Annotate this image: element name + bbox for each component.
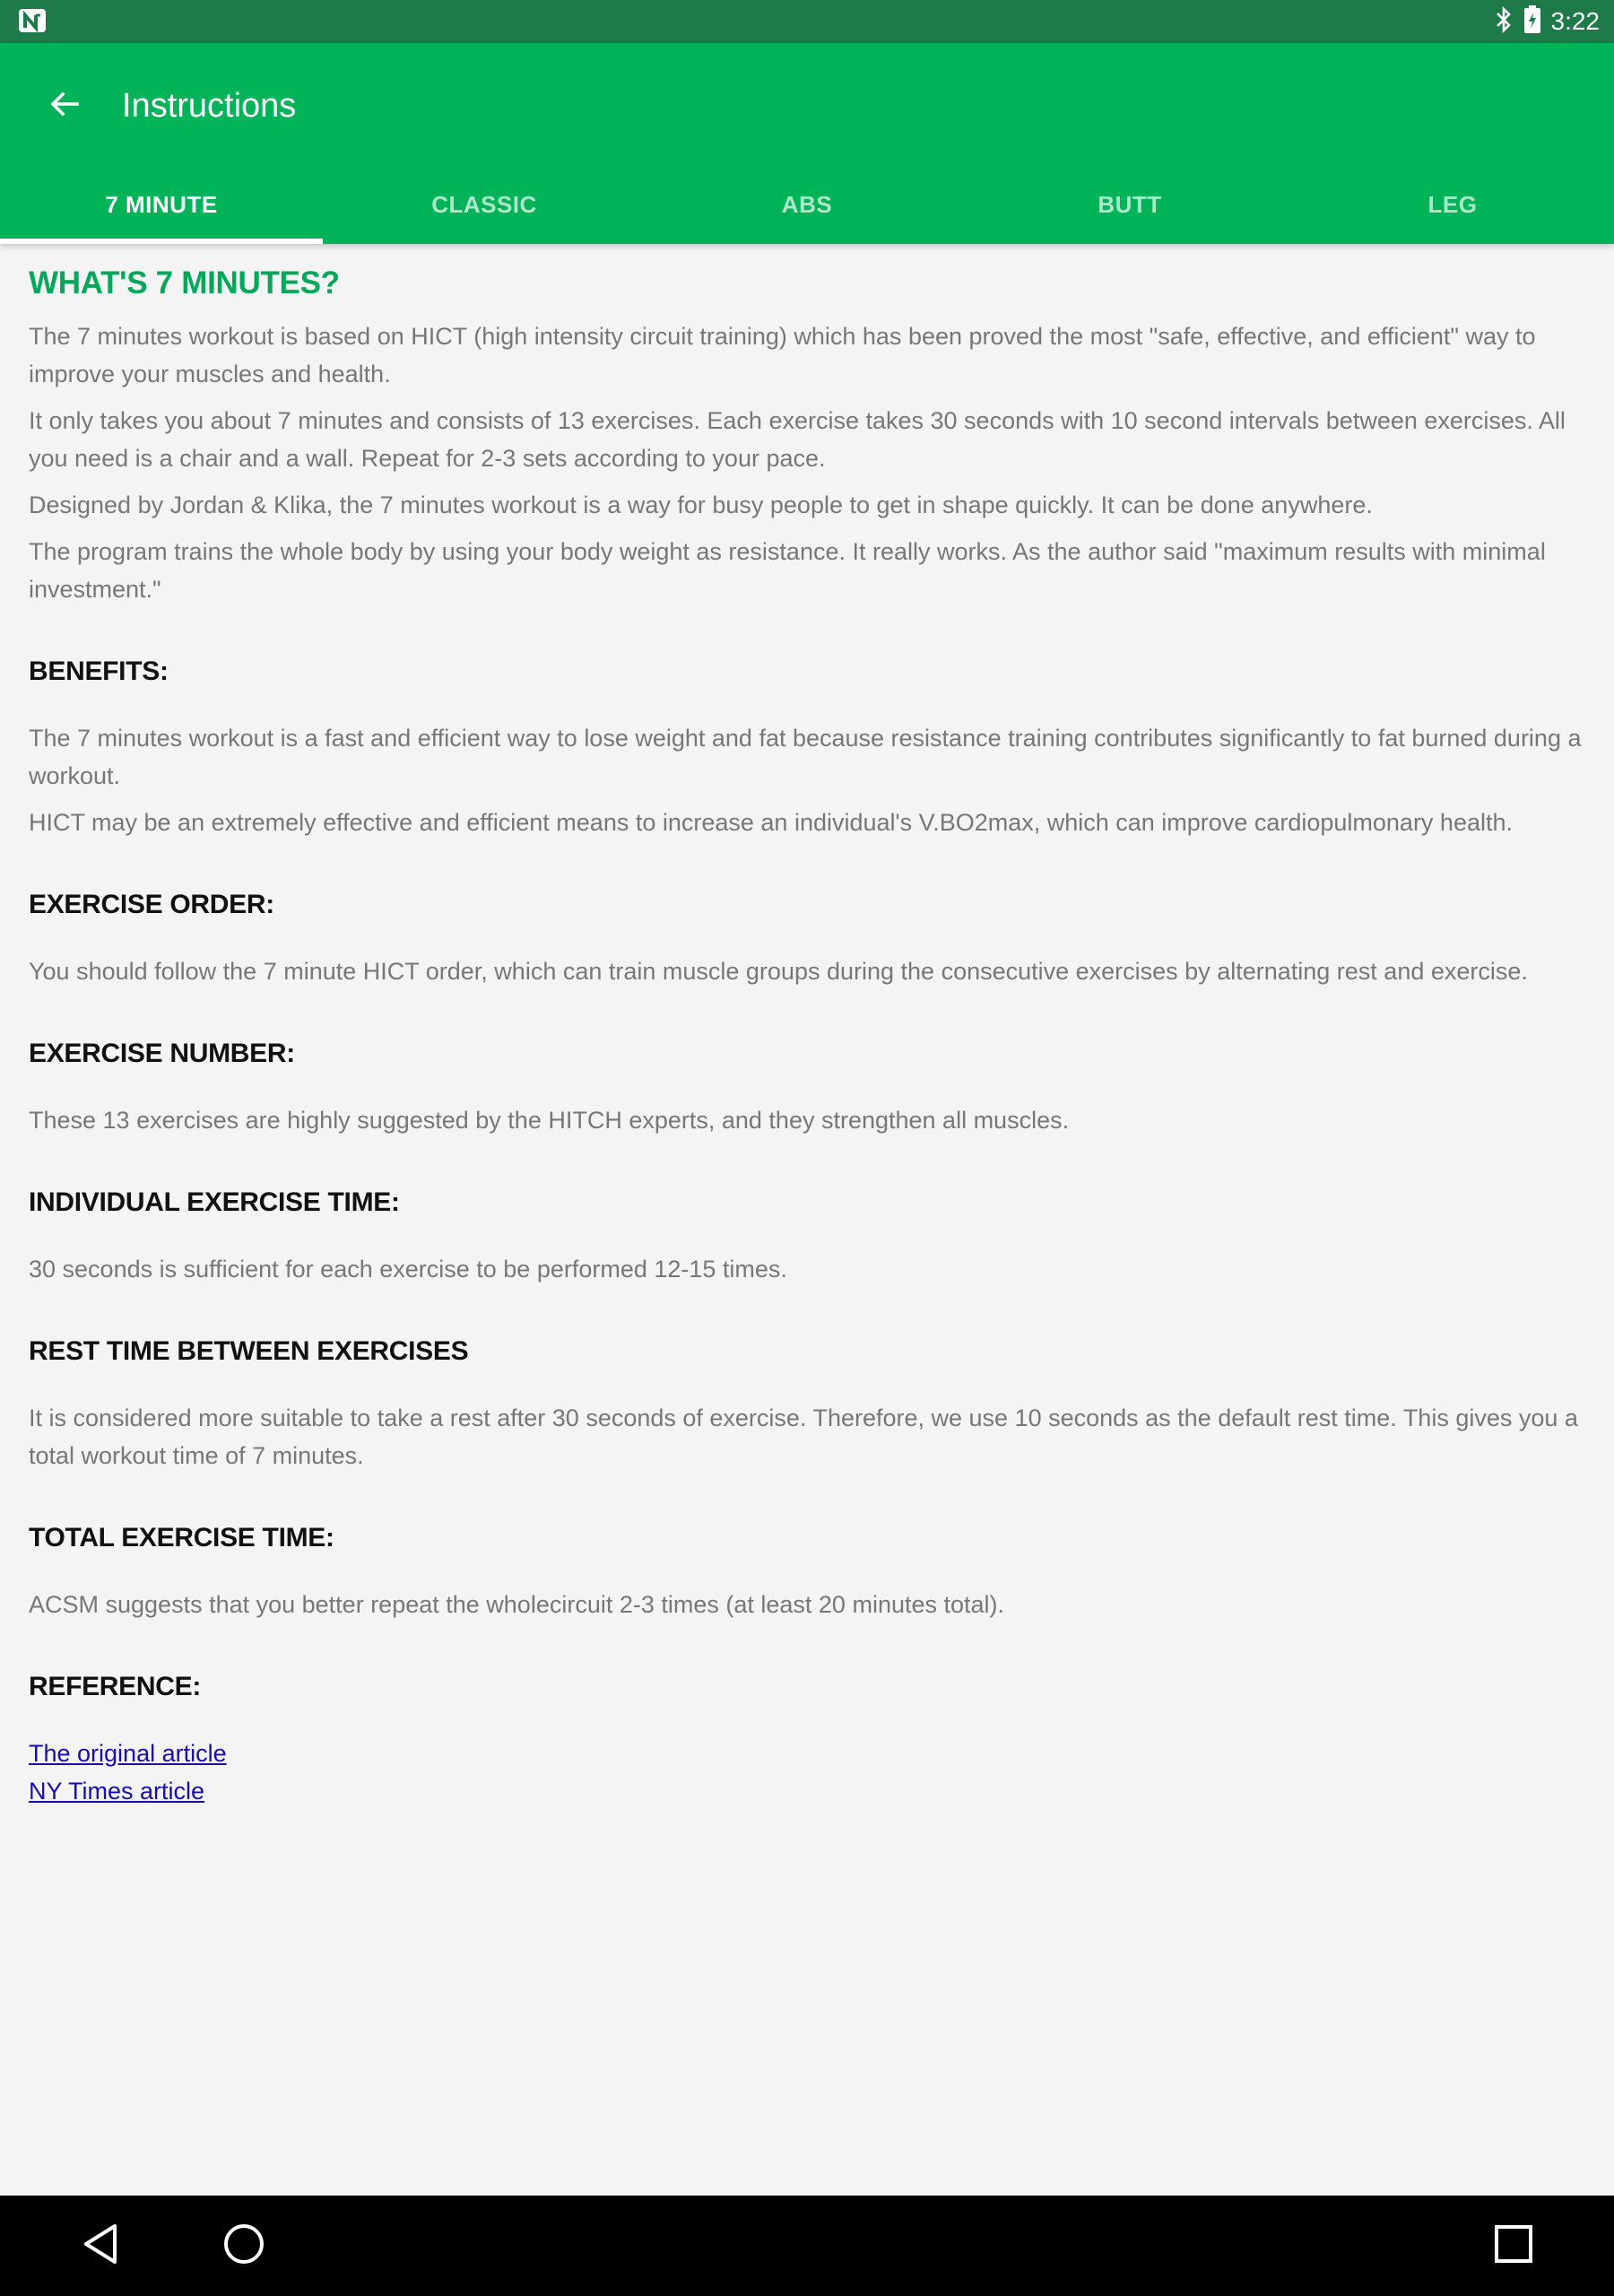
section-heading-reference: REFERENCE: [29,1672,202,1701]
section-heading-rest-time: REST TIME BETWEEN EXERCISES [29,1336,469,1366]
notification-n-icon [18,7,48,36]
tab-leg[interactable]: LEG [1427,191,1478,218]
section-paragraph: ACSM suggests that you better repeat the wholecircuit 2-3 times (at least 20 minutes total). [29,1591,1005,1618]
tab-bar [0,165,1614,244]
status-time: 3:22 [1550,7,1600,35]
section-paragraph: 30 seconds is sufficient for each exercise to be performed 12-15 times. [29,1256,787,1283]
section-heading-benefits: BENEFITS: [29,657,169,686]
battery-charging-icon [1523,4,1542,39]
nav-recents-button[interactable] [1460,2196,1567,2296]
status-bar [0,0,1614,43]
nav-back-button[interactable] [47,2196,154,2296]
intro-paragraph: The 7 minutes workout is based on HICT (high intensity circuit training) which has been proved the most "safe, effective, and efficient" way to improve your muscles and health. [29,323,1536,387]
link-ny-times-article[interactable]: NY Times article [29,1778,205,1805]
instructions-content [29,251,1589,1810]
main-heading: WHAT'S 7 MINUTES? [29,265,340,300]
bluetooth-icon [1494,5,1514,39]
tab-butt[interactable]: BUTT [1098,191,1162,218]
recents-square-icon [1493,2223,1534,2269]
intro-paragraph: Designed by Jordan & Klika, the 7 minutes workout is a way for busy people to get in shape quickly. It can be done anywhere. [29,491,1373,518]
page-title: Instructions [122,87,297,125]
link-original-article[interactable]: The original article [29,1740,227,1767]
app-bar [0,43,1614,244]
system-nav-bar [0,2196,1614,2296]
back-button[interactable] [36,77,93,135]
intro-paragraph: The program trains the whole body by using your body weight as resistance. It really works. As the author said "maximum results with minimal investment." [29,538,1546,603]
tab-abs[interactable]: ABS [781,191,833,218]
section-paragraph: The 7 minutes workout is a fast and efficient way to lose weight and fat because resistance training contributes significantly to fat burned during a workout. [29,725,1582,789]
tab-7-minute[interactable]: 7 MINUTE [0,165,323,244]
tab-classic[interactable]: CLASSIC [431,191,537,218]
section-paragraph: HICT may be an extremely effective and efficient means to increase an individual's V.BO2max, which can improve cardiopulmonary health. [29,809,1514,836]
intro-paragraph: It only takes you about 7 minutes and consists of 13 exercises. Each exercise takes 30 seconds with 10 second intervals between exercises. All you need is a chair and a wall. Repeat for 2-3 sets according to your pace. [29,407,1566,472]
arrow-back-icon [48,88,81,125]
section-heading-exercise-order: EXERCISE ORDER: [29,890,274,919]
section-heading-exercise-number: EXERCISE NUMBER: [29,1039,295,1068]
section-heading-individual-exercise-time: INDIVIDUAL EXERCISE TIME: [29,1187,400,1217]
section-paragraph: It is considered more suitable to take a rest after 30 seconds of exercise. Therefore, we use 10 seconds as the default rest time. This gives you a total workout time of 7 minutes. [29,1405,1578,1469]
nav-home-button[interactable] [190,2196,298,2296]
section-paragraph: These 13 exercises are highly suggested by the HITCH experts, and they strengthen all muscles. [29,1107,1070,1134]
back-triangle-icon [79,2221,122,2272]
section-paragraph: You should follow the 7 minute HICT order, which can train muscle groups during the consecutive exercises by alternating rest and exercise. [29,958,1528,985]
home-circle-icon [221,2221,267,2272]
section-heading-total-exercise-time: TOTAL EXERCISE TIME: [29,1523,334,1552]
